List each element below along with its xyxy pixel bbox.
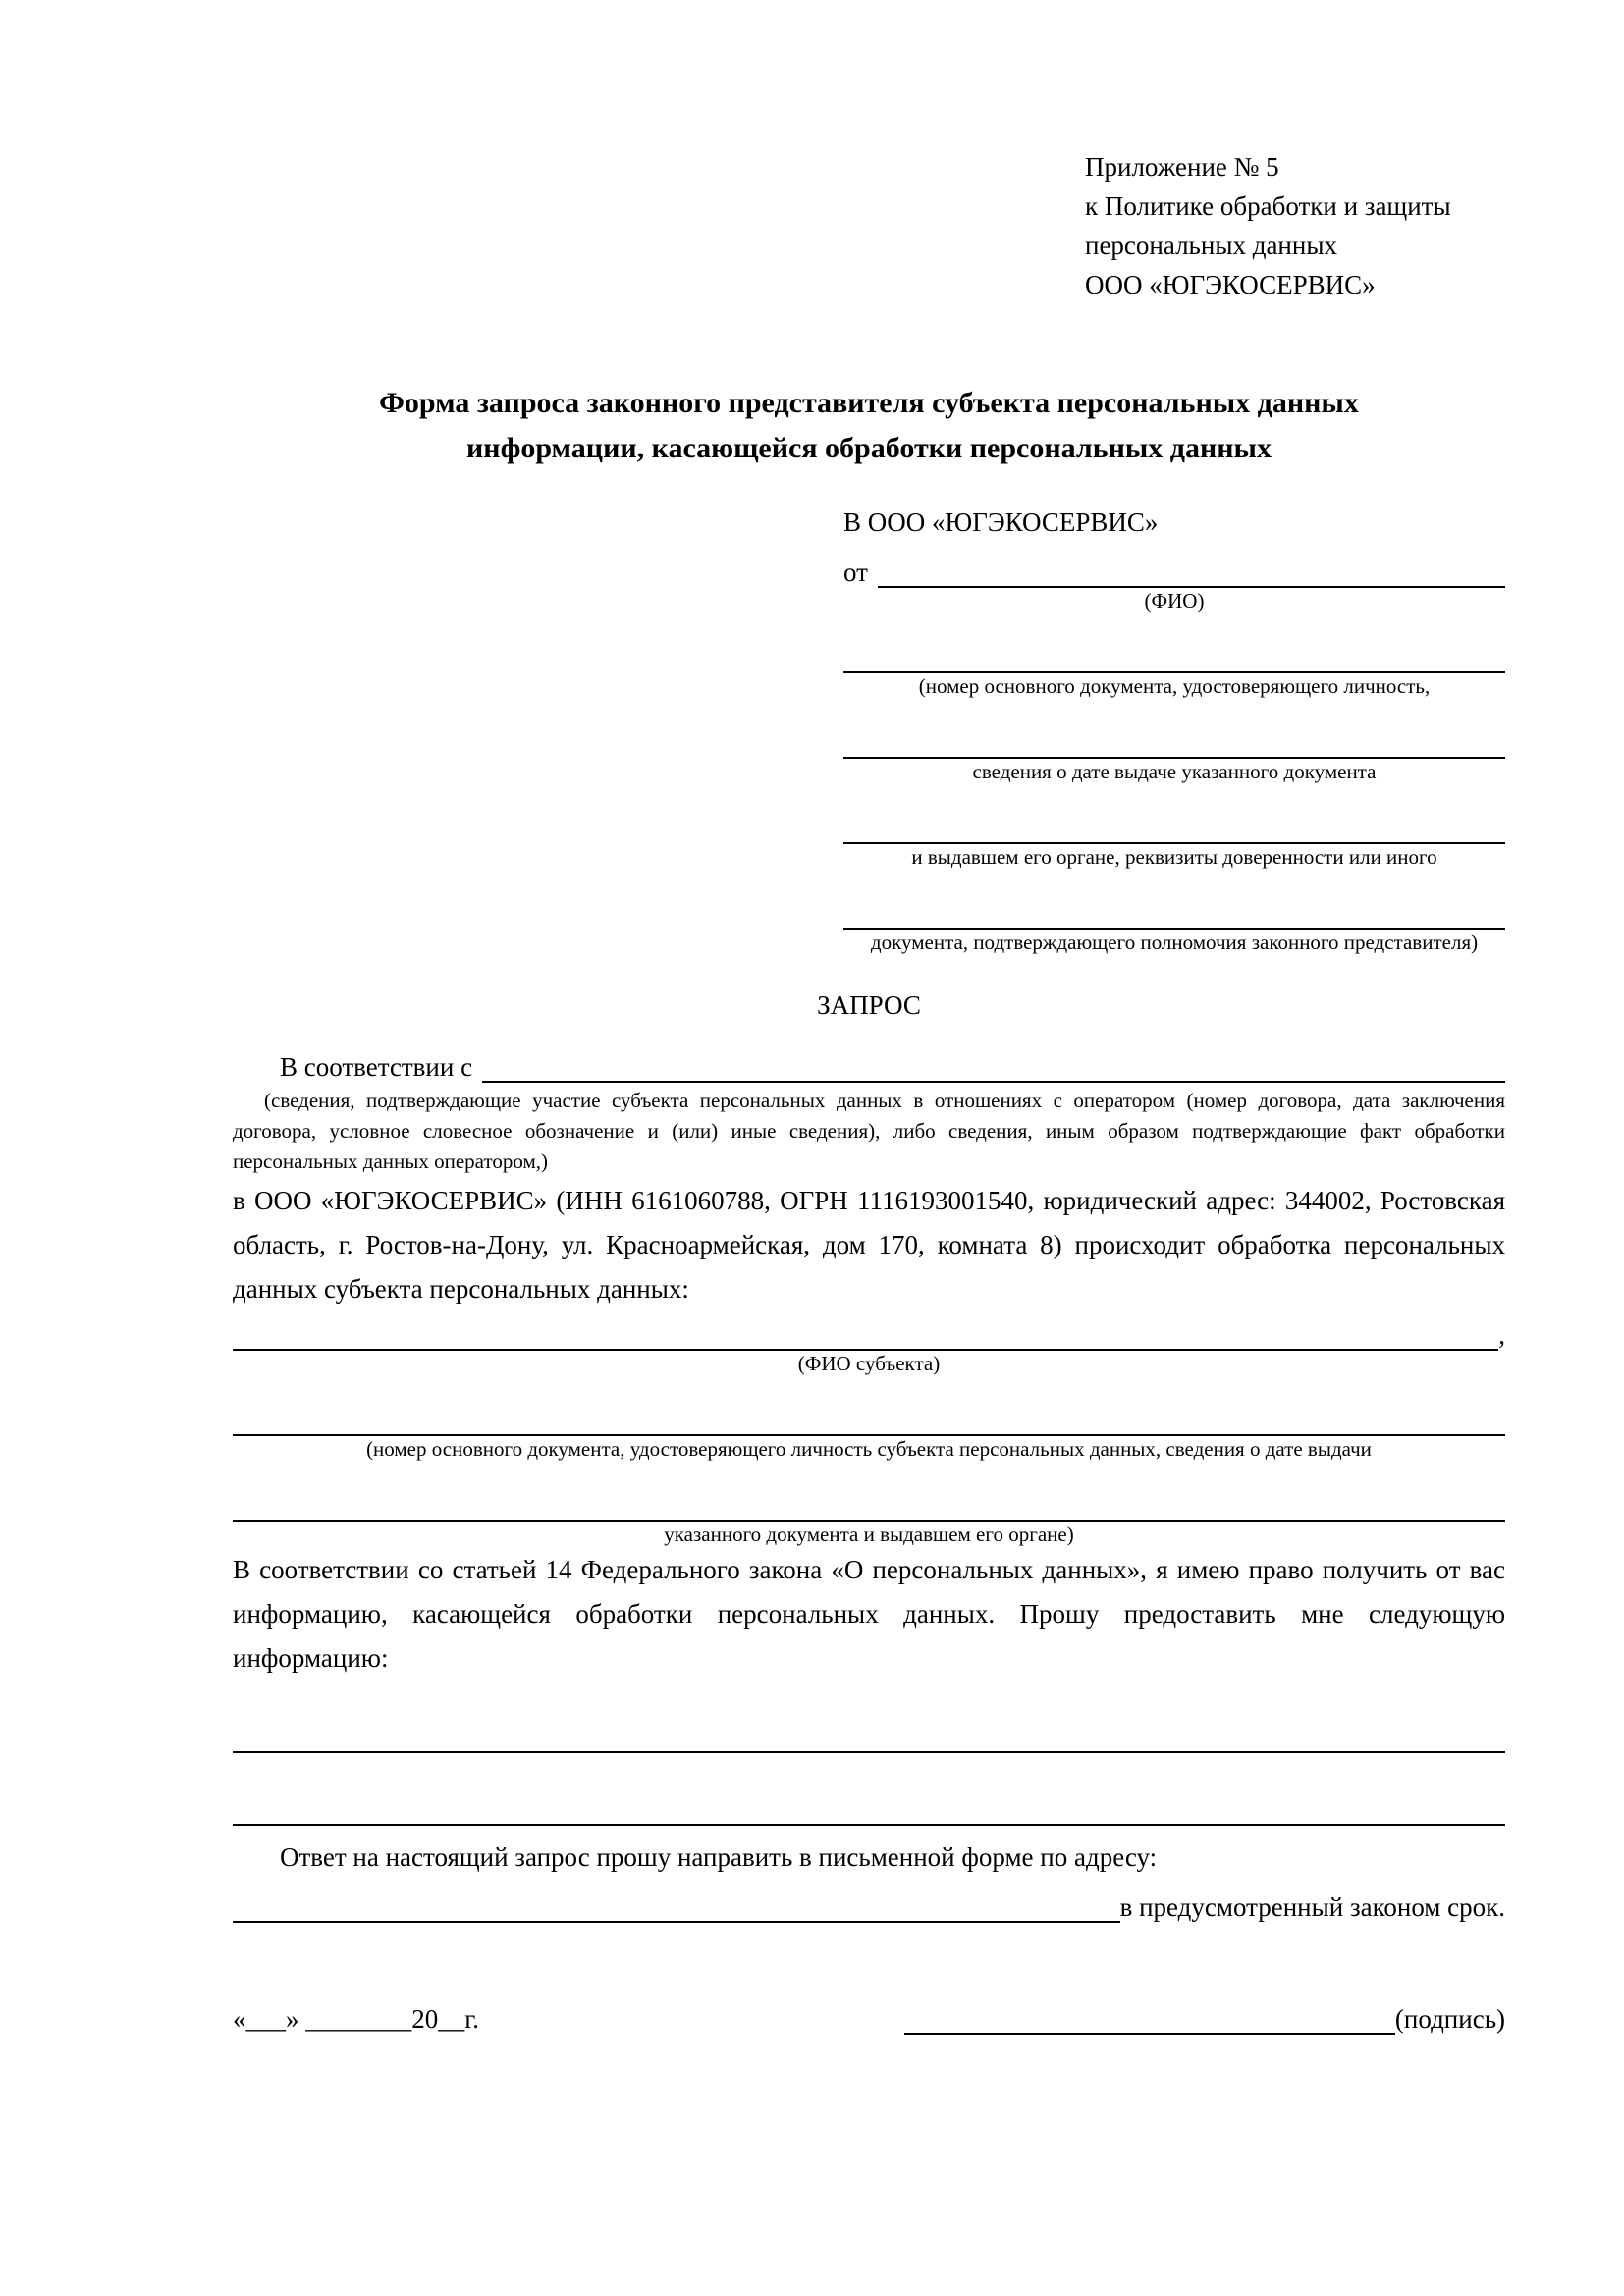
doc-caption: сведения о дате выдаче указанного документа [972,760,1377,783]
representative-doc-field-group [843,644,1505,956]
operator-paragraph: в ООО «ЮГЭКОСЕРВИС» (ИНН 6161060788, ОГРН 1116193001540, юридический адрес: 344002, Ростовская область, г. Ростов-на-Дону, ул. Красноармейская, дом 170, комната 8) происходит обработка персональных данных субъекта персональных данных: [233,1186,1505,1304]
subject-doc-caption: (номер основного документа, удостоверяющего личность субъекта персональных данных, сведения о дате выдачи [366,1437,1372,1461]
doc-caption: документа, подтверждающего полномочия законного представителя) [870,931,1479,954]
intro-row [233,1040,1505,1083]
reply-tail: в предусмотренный законом срок. [1119,1893,1505,1922]
doc-issue-date-blank-field[interactable] [843,729,1505,759]
subject-fio-blank-field[interactable] [233,1317,1498,1351]
request-heading: ЗАПРОС [817,990,921,1020]
appendix-note-line: ООО «ЮГЭКОСЕРВИС» [1085,270,1376,299]
subject-fio-caption: (ФИО субъекта) [797,1352,941,1375]
signature-group [904,2002,1505,2035]
fio-caption: (ФИО) [1144,589,1205,613]
subject-doc-caption: указанного документа и выдавшем его органе) [664,1522,1074,1546]
appendix-note-line: Приложение № 5 [1085,152,1279,182]
appendix-note-line: к Политике обработки и защиты [1085,191,1451,221]
document-title-line2: информации, касающейся обработки персональных данных [466,432,1272,464]
subject-line-comma: , [1498,1320,1505,1350]
reply-paragraph: Ответ на настоящий запрос прошу направить в письменной форме по адресу: [280,1842,1158,1872]
addressee-organization: В ООО «ЮГЭКОСЕРВИС» [843,507,1159,537]
date-blank-line[interactable]: «___» ________20__г. [233,2004,480,2034]
doc-issuer-blank-field[interactable] [843,815,1505,844]
basis-blank-field[interactable] [482,1049,1505,1083]
reply-address-blank-field[interactable] [233,1890,1120,1923]
intro-caption: (сведения, подтверждающие участие субъекта персональных данных в отношениях с оператором (номер договора, дата заключения договора, условное словесное обозначение и (или) иные сведения), либо сведения, иным образом подтверждающие факт обработки персональных данных оператором,) [233,1089,1505,1173]
from-label: от [843,558,868,587]
requested-info-blank-field[interactable] [233,1800,1505,1826]
intro-label: В соответствии с [280,1052,473,1082]
doc-number-blank-field[interactable] [843,644,1505,673]
rights-paragraph: В соответствии со статьей 14 Федерального закона «О персональных данных», я имею право получить от вас информацию, касающейся обработки персональных данных. Прошу предоставить мне следующую информацию: [233,1555,1505,1673]
appendix-note [1085,147,1505,304]
document-title [233,381,1505,471]
addressee-block [843,501,1505,956]
fio-blank-field[interactable] [878,555,1505,588]
appendix-note-line: персональных данных [1085,231,1337,260]
reply-address-row [233,1880,1505,1923]
signature-caption: (подпись) [1394,2004,1505,2034]
signature-blank-field[interactable] [904,2002,1395,2035]
subject-fio-row [233,1311,1505,1351]
authority-doc-blank-field[interactable] [843,900,1505,930]
document-title-line1: Форма запроса законного представителя субъекта персональных данных [379,387,1359,419]
doc-caption: (номер основного документа, удостоверяющего личность, [918,674,1431,698]
subject-doc-issuer-blank-field[interactable] [233,1492,1505,1522]
requested-info-blank-field[interactable] [233,1728,1505,1753]
footer-row [233,2002,1505,2035]
subject-doc-blank-field[interactable] [233,1407,1505,1436]
doc-caption: и выдавшем его органе, реквизиты доверенности или иного [911,845,1437,869]
from-row [843,545,1505,588]
